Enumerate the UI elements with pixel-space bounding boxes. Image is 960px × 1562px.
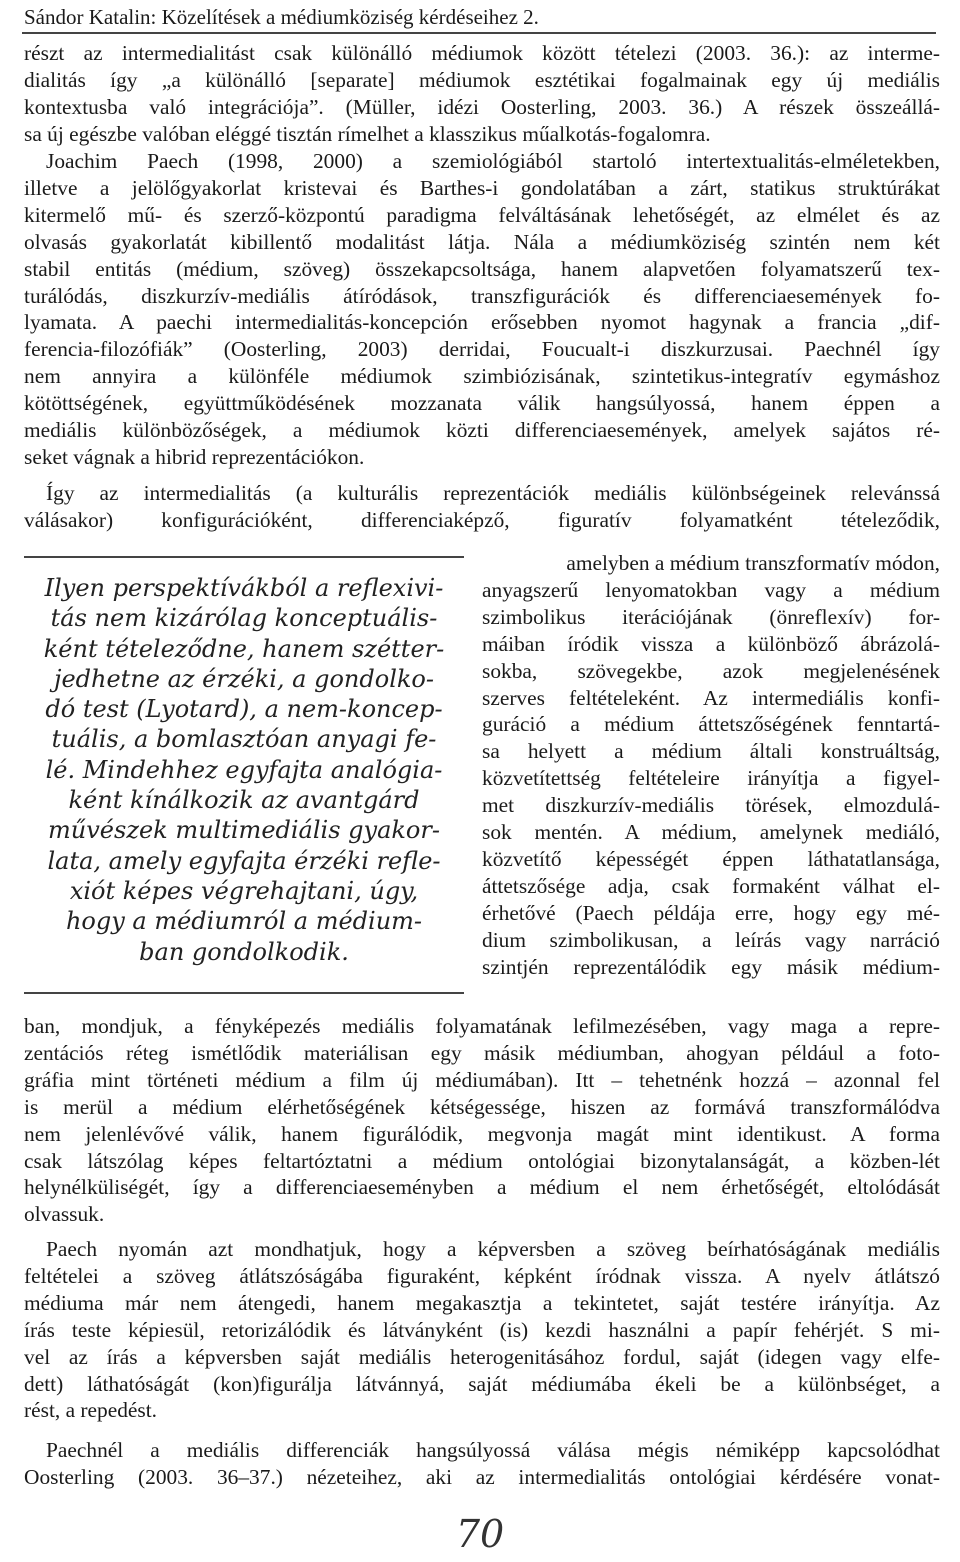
text-line: csak látszólag képes feltartóztatni a médium ontológiai bizonytalanságát, a közben-lét — [24, 1148, 940, 1173]
text-line: seket vágnak a hibrid reprezentációkon. — [24, 444, 365, 469]
header-rule — [22, 32, 936, 34]
text-line: kötöttségének, együttműködésének mozzanata válik hangsúlyossá, hanem éppen a — [24, 391, 940, 416]
text-line: kitermelő mű- és szerző-központú paradigma felváltásának lehetőségét, az elmélet és az — [24, 202, 940, 227]
text-line: dialitás így „a különálló [separate] médiumok esztétikai fogalmainak egy új mediális — [24, 67, 940, 92]
pullquote-line: ként kínálkozik az avantgárd — [68, 786, 420, 815]
text-line: nem annyira a különféle médiumok szimbiózisának, szintetikus-integratív egymáshoz — [24, 364, 940, 389]
paragraph-4 — [24, 1236, 940, 1424]
pullquote-rule-bottom — [24, 992, 464, 994]
text-line: sa helyett a médium általi konstruáltság, — [482, 739, 940, 764]
text-line: nem jelenlévővé válik, hanem figurálódik, megvonja magát mint identikust. A forma — [24, 1121, 940, 1146]
text-line: vel az írás a képversben saját mediális heterogenitásához fordul, saját (idegen vagy elfe- — [24, 1344, 940, 1369]
text-line: olvassuk. — [24, 1202, 105, 1227]
paragraph-2 — [24, 148, 940, 471]
text-line: közvetítettség feltételeire irányítja a figyel- — [482, 766, 940, 791]
pullquote-line: művészek multimediális gyakor- — [48, 816, 440, 845]
pullquote-rule-top — [24, 556, 464, 558]
text-line: ban, mondjuk, a fényképezés mediális folyamatának lefilmezésében, vagy maga a repre- — [24, 1014, 940, 1038]
pullquote-line: xiót képes végrehajtani, úgy, — [69, 876, 419, 905]
text-line: ferencia-filozófiák” (Oosterling, 2003) derridai, Foucualt-i diszkurzusai. Paechnél így — [24, 337, 940, 362]
pullquote-line: ként tételeződne, hanem szétter- — [43, 634, 445, 663]
pullquote — [24, 573, 464, 967]
text-line: olvasás gyakorlatát kibillentő modalitást látja. Nála a médiumköziség szintén nem két — [24, 229, 940, 254]
pullquote-line: Ilyen perspektívákból a reflexivi- — [44, 574, 444, 602]
text-line: helynélküliségét, így a differenciaeseményben a médium el nem érhetőségét, eltolódását — [24, 1175, 940, 1200]
text-line: dium szimbolikusan, a leírás vagy narráció — [482, 927, 940, 952]
text-line: stabil entitás (médium, szöveg) összekapcsoltsága, hanem alapvetően folyamatszerű tex- — [24, 256, 940, 281]
text-line: Paech nyomán azt mondhatjuk, hogy a képversben a szöveg beírhatóságának mediális — [46, 1237, 940, 1261]
text-line: feltételei a szöveg átlátszóságába figuraként, képként íródnak vissza. A nyelv átlátszó — [24, 1263, 940, 1288]
running-head: Sándor Katalin: Közelítések a médiumköziség kérdéseihez 2. — [24, 5, 539, 29]
text-line: médiuma már nem átengedi, hanem megakasztja a tekintetet, saját testére irányítja. Az — [24, 1290, 940, 1315]
text-line: válásakor) konfigurációként, differenciaképző, figuratív folyamatként tételeződik, — [24, 507, 940, 532]
text-line: illetve a jelölőgyakorlat kristevai és Barthes-i gondolatában a zárt, statikus struktúrákat — [24, 175, 940, 200]
text-line: anyagszerű lenyomatokban vagy a médium — [482, 577, 940, 602]
text-line: sok mentén. A médium, amelynek mediáló, — [482, 820, 940, 845]
text-line: dett) láthatóságát (kon)figurálja látvánnyá, saját médiumába ékeli be a különbséget, a — [24, 1371, 940, 1396]
pullquote-line: lata, amely egyfajta érzéki refle- — [47, 846, 441, 875]
pullquote-line: lé. Mindehhez egyfajta analógia- — [45, 755, 443, 784]
text-line: szimbolikus iterációjának (önreflexív) for- — [482, 604, 940, 629]
text-line: Így az intermedialitás (a kulturális reprezentációk mediális különbségeinek relevánssá — [46, 481, 940, 505]
text-line: kontextusba való integrációja”. (Müller, idézi Oosterling, 2003. 36.) A részek összeállá- — [24, 94, 940, 119]
text-line: Joachim Paech (1998, 2000) a szemiológiából startoló intertextualitás-elméletekben, — [46, 149, 940, 173]
paragraph-1 — [24, 40, 940, 148]
text-line: turálódás, diszkurzív-mediális átíródások, transzfigurációk és differenciaesemények fo- — [24, 283, 940, 308]
text-line: máiban íródik vissza a különböző ábrázolá- — [482, 631, 940, 656]
text-line: Paechnél a mediális differenciák hangsúlyossá válása mégis némiképp kapcsolódhat — [46, 1438, 940, 1462]
paragraph-3-top — [24, 480, 940, 534]
text-line: mediális különbözőségek, a médiumok közti differenciaesemények, amelyek sajátos ré- — [24, 418, 940, 443]
text-line: amelyben a médium transzformatív módon, — [566, 551, 940, 575]
text-line: gráfia mint történeti médium a film új médiumában). Itt – tehetnénk hozzá – azonnal fel — [24, 1067, 940, 1092]
text-line: lyamata. A paechi intermedialitás-koncepción erősebben nyomot hagynak a francia „dif- — [24, 310, 940, 335]
text-line: rést, a repedést. — [24, 1398, 158, 1423]
text-line: is merül a médium elérhetőségének kétségessége, hiszen az formává transzformálódva — [24, 1094, 940, 1119]
text-line: áttetszősége adja, csak formaként válhat el- — [482, 873, 940, 898]
pullquote-line: tuális, a bomlasztóan anyagi fe- — [51, 725, 437, 754]
pullquote-line: hogy a médiumról a médium- — [65, 907, 423, 936]
text-line: met diszkurzív-mediális törések, elmozdulá- — [482, 793, 940, 818]
text-line: sa új egészbe valóban eléggé tisztán rímelhet a klasszikus műalkotás-fogalomra. — [24, 121, 711, 146]
text-line: érhetővé (Paech példája erre, hogy egy mé- — [482, 900, 940, 925]
paragraph-3-bottom — [24, 1013, 940, 1228]
pullquote-line: tás nem kizárólag konceptuális- — [50, 604, 438, 633]
paragraph-5 — [24, 1437, 940, 1491]
paragraph-3-column — [482, 550, 940, 981]
text-line: írás teste képiesül, retorizálódik és látványként (is) kezdi használni a papír fehérjét. S mi- — [24, 1317, 940, 1342]
text-line: szerves feltételeként. Az intermediális konfi- — [482, 685, 940, 710]
text-line: zentációs réteg ismétlődik materiálisan egy másik médiumban, ahogyan például a foto- — [24, 1040, 940, 1065]
pullquote-line: jedhetne az érzéki, a gondolko- — [54, 664, 434, 693]
text-line: szintjén reprezentálódik egy másik médium- — [482, 954, 940, 979]
text-line: részt az intermedialitást csak különálló médiumok között tételezi (2003. 36.): az interme- — [24, 41, 940, 65]
text-line: sokba, szövegekbe, azok megjelenésének — [482, 658, 940, 683]
text-line: guráció a médium áttetszőségének fenntartá- — [482, 712, 940, 737]
pullquote-line: ban gondolkodik. — [139, 937, 349, 966]
page-number: 70 — [455, 1512, 505, 1556]
text-line: közvetítő képességét éppen láthatatlansága, — [482, 846, 940, 871]
pullquote-line: dó test (Lyotard), a nem-koncep- — [45, 695, 443, 724]
text-line: Oosterling (2003. 36–37.) nézeteihez, aki az intermedialitás ontológiai kérdésére vonat- — [24, 1464, 940, 1489]
